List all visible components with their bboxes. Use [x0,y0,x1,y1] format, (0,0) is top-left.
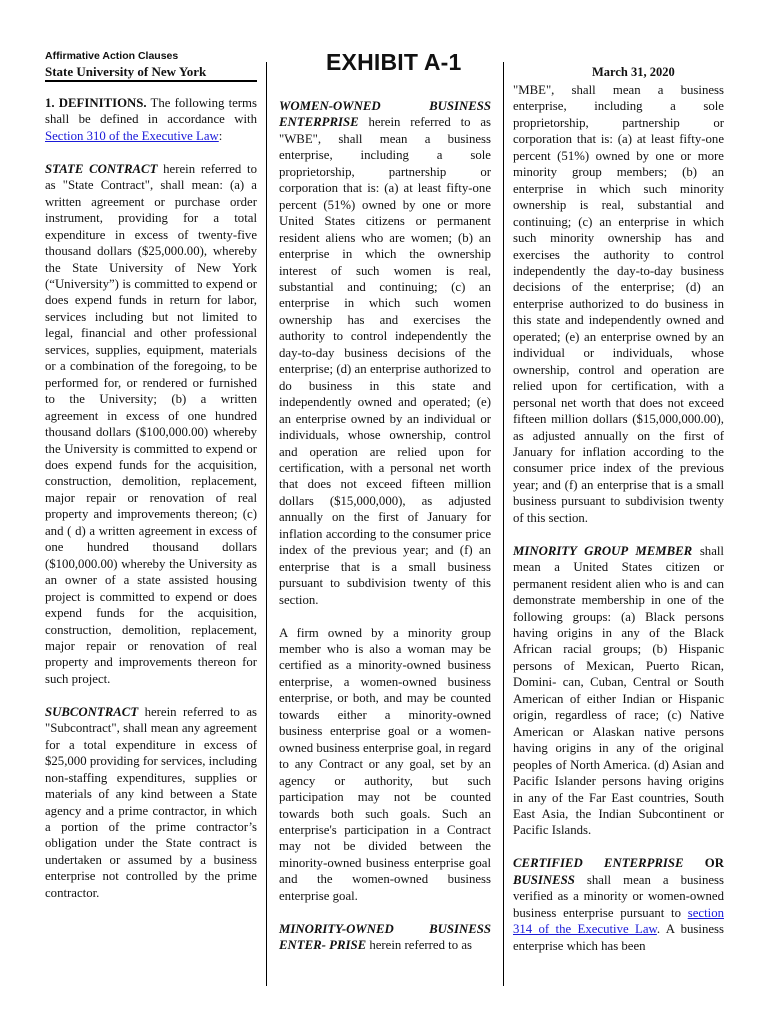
minority-group-member-paragraph [513,543,724,839]
state-contract-text: herein referred to as "State Contract", shall mean: (a) a written agreement or purchase order instrument, providing for a total expenditure in excess of twenty-five thousand dollars ($25,000.00), whereby the State University of New York (“University”) is committed to expend or does expend funds in return for labor, services including but not limited to legal, financial and other professional services, supplies, equipment, materials or a combination of the foregoing, to be performed for, or rendered or furnished to the University; (b) a written agreement in excess of one hundred thousand dollars ($100,000.00) whereby the University is committed to expend or does expend funds for the acquisition, construction, demolition, replacement, major repair or renovation of real property and improvements thereon; (c) and ( d) a written agreement in excess of one hundred thousand dollars ($100,000.00) whereby the University as an owner of a state assisted housing project is committed to expend or does expend funds for the acquisition, construction, demolition, replacement, major repair or renovation of real property and improvements thereon for such project. [45,161,257,686]
column-divider-left [266,62,267,986]
certified-enterprise-text: shall mean a business verified as a minority or women-owned business enterprise pursuant to [513,872,724,920]
state-contract-paragraph [45,161,257,688]
executive-law-314-link[interactable]: section 314 of the Executive Law [513,905,724,937]
minority-woman-firm-paragraph: A firm owned by a minority group member who is also a woman may be certified as a minority-owned business enterprise, a women-owned business enterprise, or both, and may be counted towards either a minority-owned business enterprise goal or a women-owned business enterprise goal, in regard to any Contract or any goal, set by an agency or authority, but such participation may not be counted towards both such goals. Such an enterprise's participation in a Contract may not be divided between the minority-owned business enterprise goal and the women-owned business enterprise goal. [279,625,491,903]
text-column-3 [513,82,724,971]
definitions-text: The following terms shall be defined in accordance with [45,96,257,127]
mbe-text: herein referred to as [366,938,472,953]
wbe-text: herein referred to as "WBE", shall mean a business enterprise, including a sole proprietorship, partnership or corporation that is: (a) at least fifty-one percent (51%) owned by one or more United States citizens or permanent resident aliens who are women; (b) an enterprise in which the ownership interest of such women is real, substantial and continuing; (c) an enterprise in which such women ownership has and exercises the authority to control independently the day-to-day business decisions of the enterprise; (d) an enterprise authorized to do business in this state and independently owned and operated; (e) an enterprise owned by an individual or individuals, whose ownership, control and operation are relied upon for certification, with a personal net worth that does not exceed fifteen million dollars ($15,000,000), as adjusted annually on the first of January for inflation according to the consumer price index of the previous year; and (f) an enterprise that is a small business pursuant to subdivision twenty of this section. [279,115,491,607]
header-underline [45,80,257,82]
definitions-label: 1. DEFINITIONS. [45,96,147,110]
mbe-continuation-paragraph: "MBE", shall mean a business enterprise, including a sole proprietorship, partnership or corporation that is: (a) at least fifty-one percent (51%) owned by one or more minority group members; (b) an enterprise in which such minority ownership is real, substantial and continuing; (c) an enterprise in which such minority ownership has and exercises the authority to control independently the day-to-day business decisions of the enterprise; (d) an enterprise authorized to do business in this state and independently owned and operated; (e) an enterprise owned by an individual or individuals, whose ownership, control and operation are relied upon for certification, with a personal net worth that does not exceed fifteen million dollars ($15,000,000.00), as adjusted annually on the first of January for inflation according to the consumer price index of the previous year; and (f) an enterprise that is a small business pursuant to subdivision twenty of this section. [513,83,724,525]
mbe-term: MINORITY-OWNED BUSINESS ENTER- PRISE [279,921,491,953]
exhibit-title: EXHIBIT A-1 [326,49,462,75]
wbe-term: WOMEN-OWNED BUSINESS ENTERPRISE [279,99,491,130]
minority-group-member-text: shall mean a United States citizen or permanent resident alien who is and can demonstrate membership in one of the following groups: (a) Black persons having origins in any of the Black African racial groups; (b) Hispanic persons of Mexican, Puerto Rican, Domini- can, Cuban, Central or South American of either Indian or Hispanic origin, regardless of race; (c) Native American or Alaskan native persons having origins in any of the original peoples of North America. (d) Asian and Pacific Islander persons having origins in any of the Far East countries, South East Asia, the Indian Subcontinent or Pacific Islands. [513,543,724,838]
text-column-1 [45,95,257,918]
certified-enterprise-text-end: . A business enterprise which has been [513,922,724,953]
definitions-paragraph [45,95,257,144]
subcontract-paragraph [45,704,257,901]
minority-group-member-term: MINORITY GROUP MEMBER [513,543,693,558]
certified-enterprise-or: OR [683,856,724,871]
document-subtitle: Affirmative Action Clauses [45,50,179,62]
institution-name: State University of New York [45,64,207,79]
state-contract-term: STATE CONTRACT [45,161,158,176]
definitions-end: : [218,128,223,143]
certified-business-term: BUSINESS [513,872,575,887]
certified-enterprise-term: CERTIFIED ENTERPRISE [513,856,684,871]
column-divider-right [503,62,504,986]
text-column-2 [279,98,491,970]
executive-law-310-link[interactable]: Section 310 of the Executive Law [45,128,219,143]
subcontract-text: herein referred to as "Subcontract", shall mean any agreement for a total expenditure in excess of $25,000 providing for services, including non-staffing expenditures, supplies or materials of any kind between a State agency and a prime contractor, in which a portion of the prime contractor’s obligation under the State contract is undertaken or assumed by a business enterprise not controlled by the prime contractor. [45,704,257,900]
subcontract-term: SUBCONTRACT [45,704,139,719]
mbe-paragraph [279,921,491,954]
wbe-paragraph [279,98,491,608]
certified-enterprise-paragraph [513,855,724,954]
document-date: March 31, 2020 [592,65,675,79]
